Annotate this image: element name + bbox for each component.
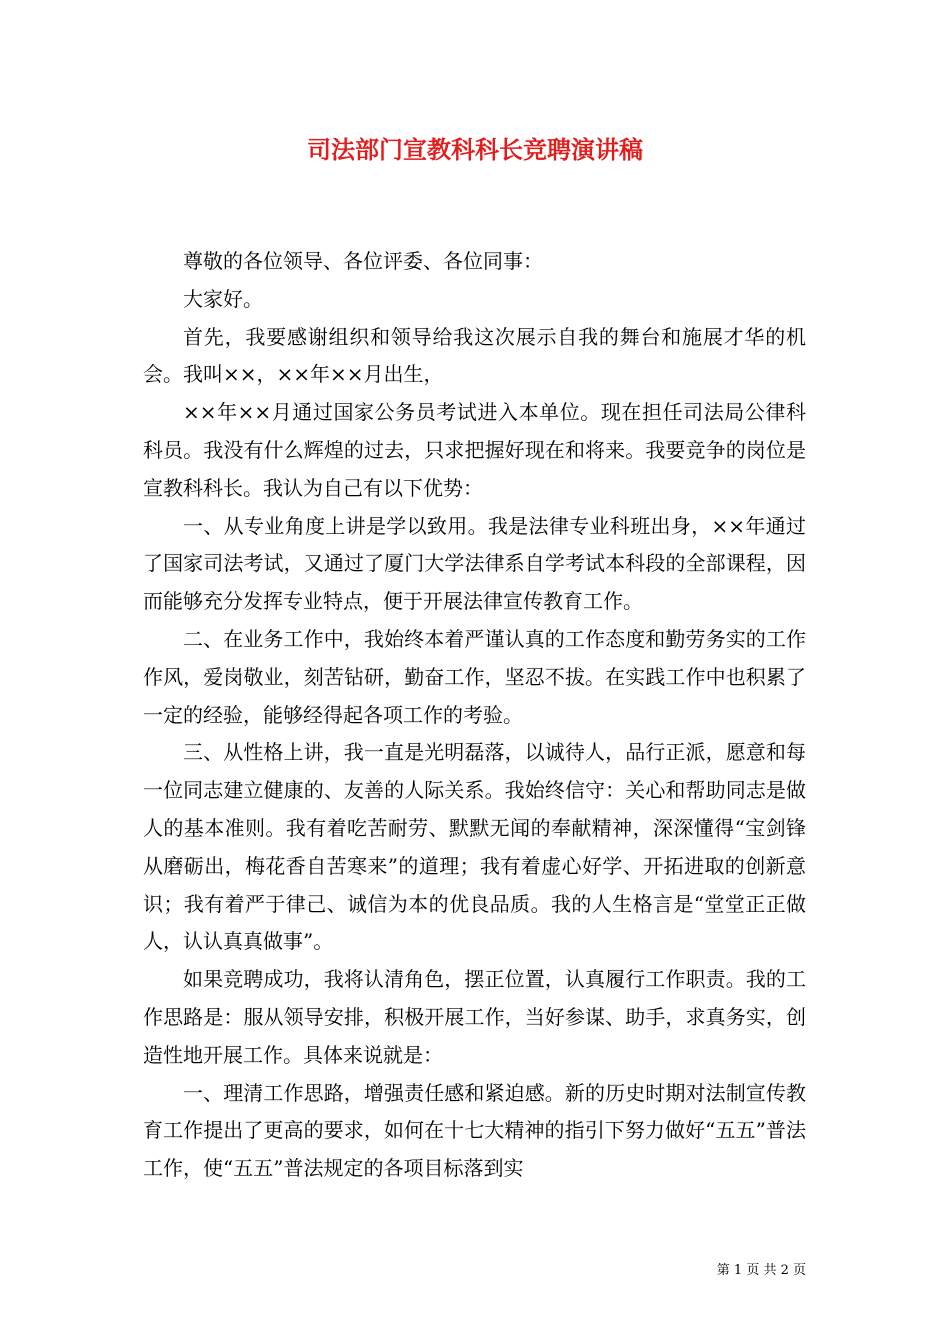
background-paragraph: ××年××月通过国家公务员考试进入本单位。现在担任司法局公律科科员。我没有什么辉煌的过去，只求把握好现在和将来。我要竞争的岗位是宣教科科长。我认为自己有以下优势： — [143, 400, 806, 500]
document-body — [143, 243, 806, 1188]
advantage-3-paragraph: 三、从性格上讲，我一直是光明磊落，以诚待人，品行正派，愿意和每一位同志建立健康的、友善的人际关系。我始终信守：关心和帮助同志是做人的基本准则。我有着吃苦耐劳、默默无闻的奉献精神，深深懂得“宝剑锋从磨砺出，梅花香自苦寒来”的道理；我有着虚心好学、开拓进取的创新意识；我有着严于律己、诚信为本的优良品质。我的人生格言是“堂堂正正做人，认认真真做事”。 — [143, 740, 806, 954]
advantage-2-paragraph: 二、在业务工作中，我始终本着严谨认真的工作态度和勤劳务实的工作作风，爱岗敬业，刻苦钻研，勤奋工作，坚忍不拔。在实践工作中也积累了一定的经验，能够经得起各项工作的考验。 — [143, 626, 806, 727]
intro-paragraph: 首先，我要感谢组织和领导给我这次展示自我的舞台和施展才华的机会。我叫××，××年××月出生， — [143, 324, 806, 387]
plan-1-paragraph: 一、理清工作思路，增强责任感和紧迫感。新的历史时期对法制宣传教育工作提出了更高的要求，如何在十七大精神的指引下努力做好“五五”普法工作，使“五五”普法规定的各项目标落到实 — [143, 1080, 806, 1181]
document-title: 司法部门宣教科科长竞聘演讲稿 — [307, 135, 643, 164]
salutation-paragraph: 尊敬的各位领导、各位评委、各位同事： — [183, 249, 543, 273]
plan-paragraph: 如果竞聘成功，我将认清角色，摆正位置，认真履行工作职责。我的工作思路是：服从领导安排，积极开展工作，当好参谋、助手，求真务实，创造性地开展工作。具体来说就是： — [143, 967, 806, 1067]
greeting-paragraph: 大家好。 — [183, 286, 263, 311]
advantage-1-paragraph: 一、从专业角度上讲是学以致用。我是法律专业科班出身，××年通过了国家司法考试，又通过了厦门大学法律系自学考试本科段的全部课程，因而能够充分发挥专业特点，便于开展法律宣传教育工作。 — [143, 513, 806, 614]
page-number: 第 1 页 共 2 页 — [716, 1263, 806, 1278]
